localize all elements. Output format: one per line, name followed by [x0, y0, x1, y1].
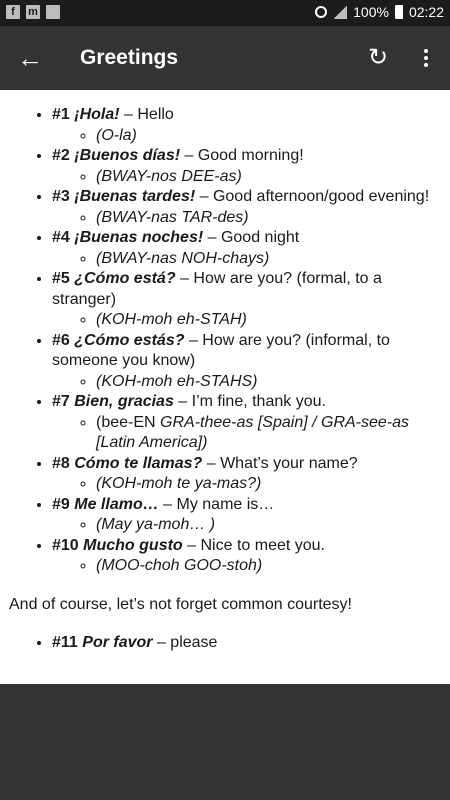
pronunciation: ◦ (BWAY-nas TAR-des): [96, 208, 430, 229]
english-translation: – How are you? (informal, to someone you know): [52, 331, 390, 369]
item-number: #1: [52, 106, 70, 123]
spanish-phrase: Cómo te llamas?: [74, 454, 203, 472]
english-translation: – How are you? (formal, to a stranger): [52, 270, 382, 308]
item-number: #5: [52, 270, 70, 287]
pronunciation: ◦ (BWAY-nos DEE-as): [96, 167, 430, 188]
list-item: [52, 331, 430, 393]
list-item: [52, 633, 430, 654]
pronunciation: ◦ (KOH-moh eh-STAHS): [96, 372, 430, 393]
pronunciation: ◦ (MOO-choh GOO-stoh): [96, 556, 430, 577]
item-number: #2: [52, 147, 70, 164]
signal-icon: [333, 6, 347, 19]
list-item: [52, 105, 430, 146]
list-item: [52, 536, 430, 577]
list-item: [52, 146, 430, 187]
spanish-phrase: Por favor: [82, 634, 153, 651]
status-bar: [0, 0, 450, 26]
greetings-list: [0, 105, 450, 577]
notification-icons: [6, 5, 60, 19]
system-icons: [315, 4, 444, 20]
pronunciation: [96, 413, 430, 454]
spanish-phrase: Bien, gracias: [74, 393, 174, 410]
back-arrow-icon[interactable]: ←: [17, 43, 43, 73]
pronunciation: ◦ (May ya-moh… ): [96, 515, 430, 536]
item-number: #9: [52, 495, 70, 513]
more-vert-icon[interactable]: [412, 42, 440, 74]
english-translation: – Hello: [119, 106, 174, 123]
app-m-icon: m: [26, 5, 40, 19]
spanish-phrase: ¡Buenas tardes!: [74, 188, 196, 205]
battery-percent: 100%: [353, 4, 389, 20]
alarm-icon: [315, 6, 327, 18]
list-item: [52, 392, 430, 454]
article-content[interactable]: [0, 90, 450, 684]
english-translation: – My name is…: [158, 495, 275, 513]
spanish-phrase: ¿Cómo estás?: [74, 331, 185, 349]
item-number: #4: [52, 229, 70, 246]
pronunciation: ◦ (KOH-moh eh-STAH): [96, 310, 430, 331]
pronunciation-rest: GRA-thee-as [Spain] / GRA-see-as [Latin America]): [96, 413, 410, 451]
pronunciation: ◦ (O-la): [96, 126, 430, 147]
courtesy-list: [0, 633, 450, 654]
item-number: #10: [52, 536, 79, 554]
item-number: #11: [52, 634, 78, 651]
english-translation: – Good afternoon/good evening!: [195, 188, 430, 205]
spanish-phrase: ¡Hola!: [74, 106, 120, 123]
spanish-phrase: ¡Buenas noches!: [74, 229, 204, 246]
item-number: #3: [52, 188, 70, 205]
spanish-phrase: ¡Buenos días!: [74, 147, 181, 164]
empty-bottom-area: [0, 684, 450, 800]
english-translation: – Nice to meet you.: [182, 536, 325, 554]
list-item: [52, 495, 430, 536]
spanish-phrase: ¿Cómo está?: [74, 270, 176, 287]
item-number: #6: [52, 331, 70, 349]
spanish-phrase: Mucho gusto: [83, 536, 183, 554]
page-title: Greetings: [80, 46, 179, 69]
spanish-phrase: Me llamo…: [74, 495, 159, 513]
clock: 02:22: [408, 4, 444, 20]
list-item: [52, 187, 430, 228]
item-number: #7: [52, 393, 70, 410]
english-translation: – I’m fine, thank you.: [173, 393, 326, 410]
pronunciation: ◦ (KOH-moh te ya-mas?): [96, 474, 430, 495]
english-translation: – Good morning!: [180, 147, 304, 164]
english-translation: – Good night: [203, 229, 300, 246]
battery-icon: [395, 5, 403, 19]
english-translation: – What’s your name?: [202, 454, 358, 472]
refresh-icon[interactable]: ↻: [367, 44, 389, 71]
courtesy-intro: And of course, let’s not forget common courtesy!: [9, 595, 352, 613]
pronunciation-prefix: (bee-EN: [96, 413, 161, 431]
item-number: #8: [52, 454, 70, 472]
list-item: [52, 228, 430, 269]
app-bar: [0, 26, 450, 90]
english-translation: – please: [152, 634, 218, 651]
list-item: [52, 269, 430, 331]
list-item: [52, 454, 430, 495]
pronunciation: ◦ (BWAY-nas NOH-chays): [96, 249, 430, 270]
facebook-icon: f: [6, 5, 20, 19]
image-icon: [46, 5, 60, 19]
